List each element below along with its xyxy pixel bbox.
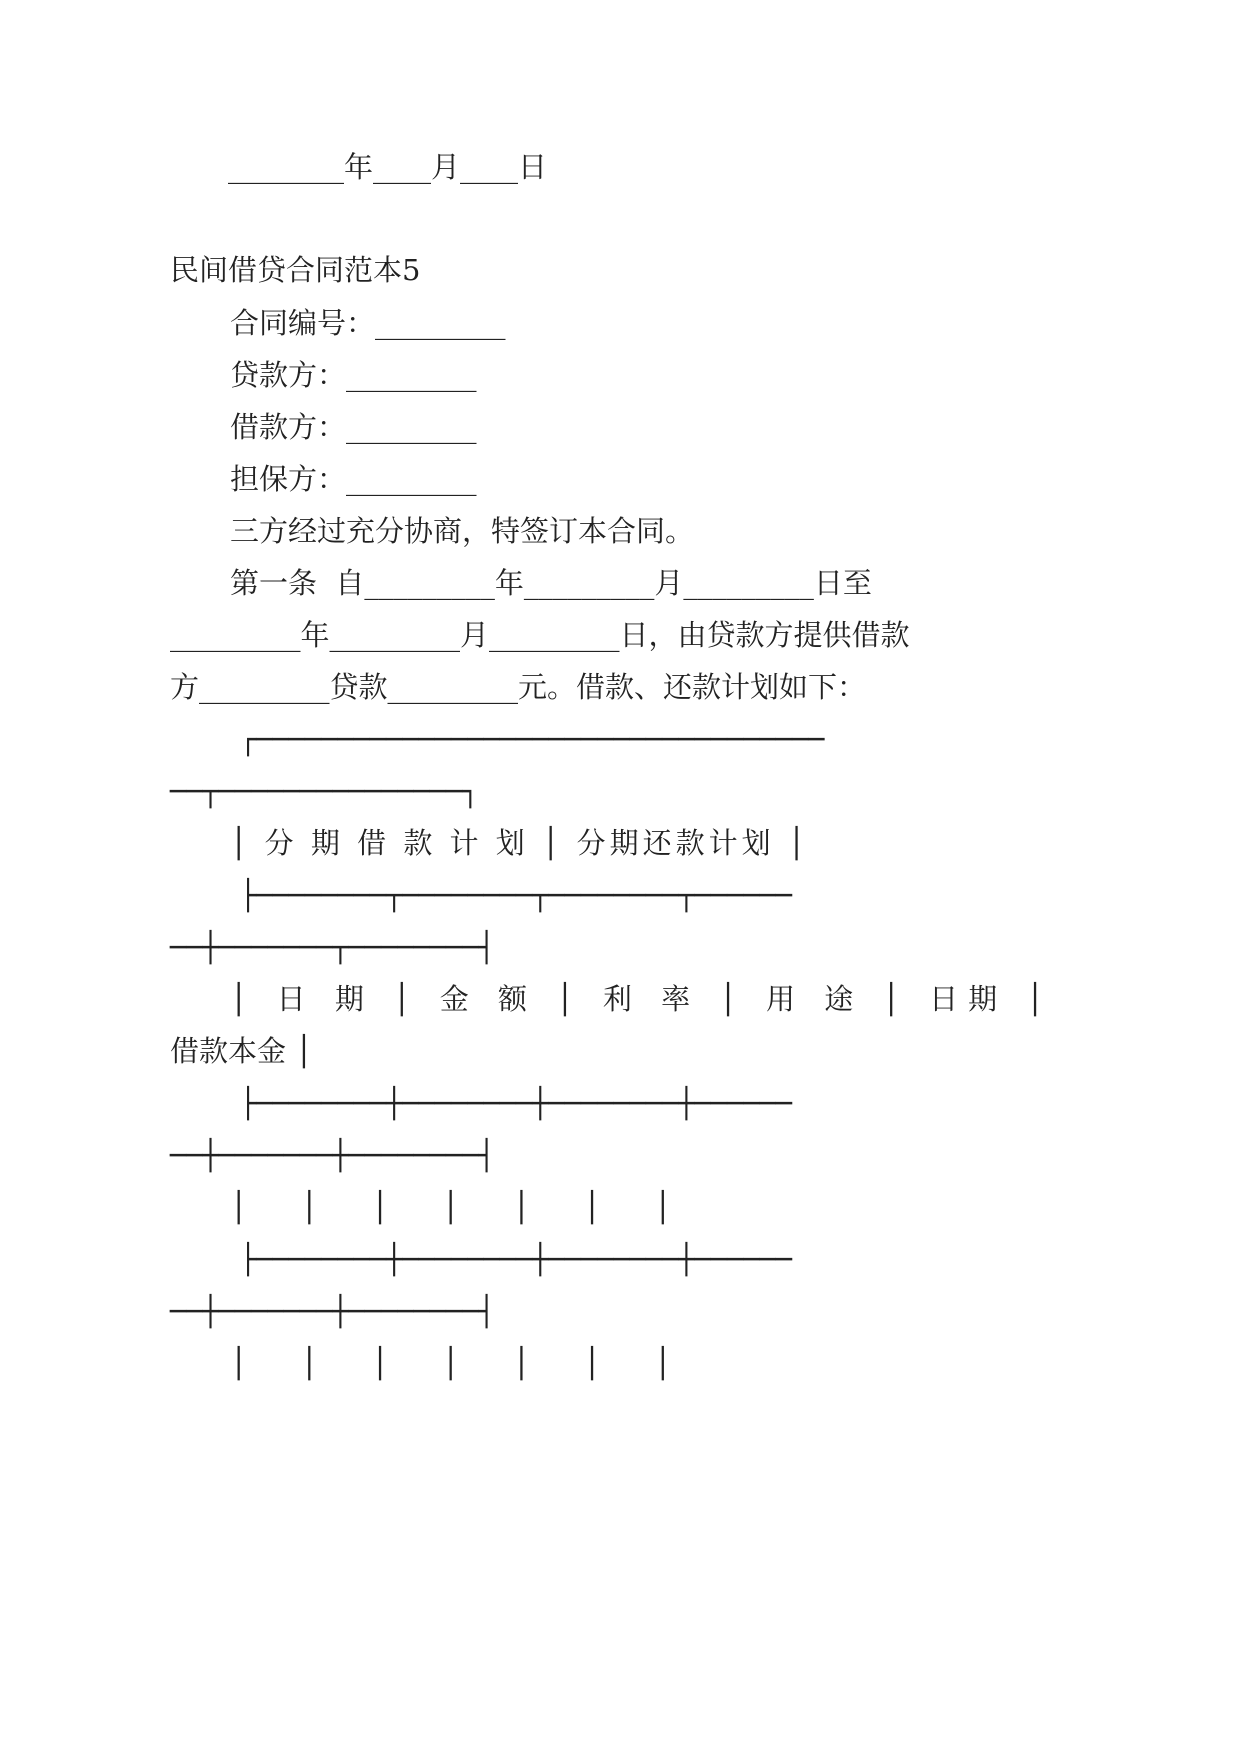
intro-paragraph: 三方经过充分协商，特签订本合同。 <box>230 514 695 548</box>
date-line: ________年____月____日 <box>228 150 548 184</box>
table-separator-3: ├────────┼────────┼────────┼────── <box>240 1242 793 1276</box>
contract-heading: 民间借贷合同范本5 <box>170 253 421 287</box>
article1-line2: _________年_________月_________日，由贷款方提供借款 <box>170 618 910 652</box>
table-border-top-cont: ──┬───────────────┐ <box>170 774 479 808</box>
table-separator-1: ├────────┬────────┬────────┬────── <box>240 878 793 912</box>
article1-line3: 方_________贷款_________元。借款、还款计划如下： <box>170 670 867 704</box>
table-separator-2: ├────────┼────────┼────────┼────── <box>240 1086 793 1120</box>
field-lender: 贷款方：_________ <box>230 358 477 392</box>
table-separator-2-cont: ──┼───────┼────────┤ <box>170 1138 495 1172</box>
field-guarantor: 担保方：_________ <box>230 462 477 496</box>
table-header-plans: │ 分 期 借 款 计 划 │ 分期还款计划 │ <box>230 826 810 860</box>
table-border-top: ┌─────────────────────────────────── <box>240 722 825 756</box>
table-separator-3-cont: ──┼───────┼────────┤ <box>170 1294 495 1328</box>
table-row-1: │ │ │ │ │ │ │ <box>230 1190 694 1224</box>
table-separator-1-cont: ──┼───────┬────────┤ <box>170 930 495 964</box>
table-header-columns: │ 日 期 │ 金 额 │ 利 率 │ 用 途 │ 日期 │ <box>230 982 1054 1016</box>
field-contract-number: 合同编号：_________ <box>230 306 506 340</box>
article1-line1: 第一条 自_________年_________月_________日至 <box>230 566 872 600</box>
field-borrower: 借款方：_________ <box>230 410 477 444</box>
table-row-2: │ │ │ │ │ │ │ <box>230 1346 694 1380</box>
table-header-columns-cont: 借款本金 │ <box>170 1034 313 1068</box>
